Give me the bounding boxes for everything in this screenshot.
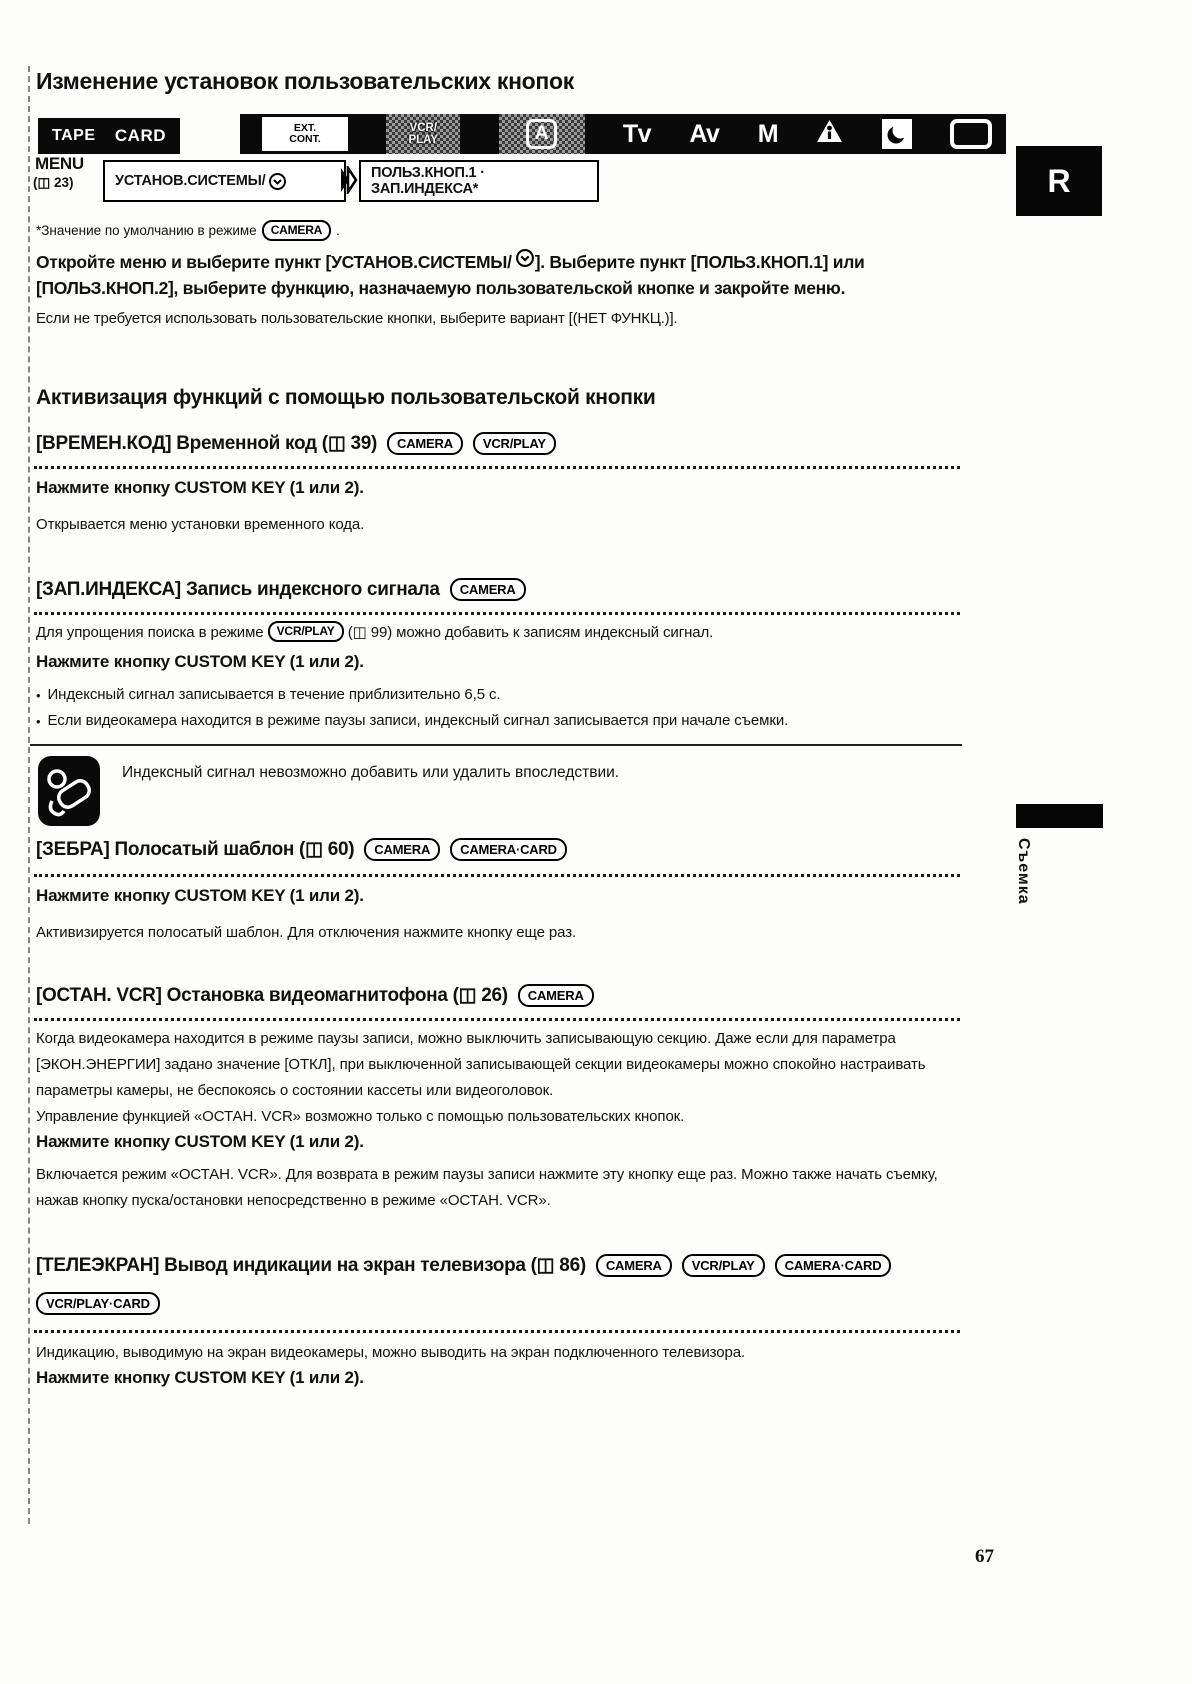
press-custom-key-line: Нажмите кнопку CUSTOM KEY (1 или 2). (36, 886, 364, 905)
camera-mode-badge: CAMERA (450, 578, 526, 601)
vcr-play-mode-badge: VCR/PLAY (268, 621, 344, 642)
page-number: 67 (975, 1546, 994, 1567)
av-mode-label: Av (689, 119, 720, 148)
section-heading-vcr-stop (36, 984, 594, 1007)
chapter-label-vertical: Съемка (1015, 838, 1032, 905)
menu-box2-text: ПОЛЬЗ.КНОП.1 · ЗАП.ИНДЕКСА* (371, 165, 485, 197)
menu-box-system-setup (103, 160, 346, 202)
body-text (36, 620, 713, 646)
dotted-separator (34, 612, 960, 615)
camera-card-mode-badge: CAMERA·CARD (450, 838, 567, 861)
night-mode-icon (882, 119, 912, 149)
default-value-footnote (36, 220, 340, 241)
body-text: Включается режим «ОСТАН. VCR». Для возврата в режим паузы записи нажмите эту кнопку еще раз. Можно также начать съемку, нажав кнопку пуска/остановки непосредственно в режиме «ОСТАН. VCR». (36, 1166, 938, 1209)
body-text: Управление функцией «ОСТАН. VCR» возможно только с помощью пользовательских кнопок. (36, 1108, 685, 1125)
heading-text: [ТЕЛЕЭКРАН] Вывод индикации на экран телевизора (◫ 86) (36, 1255, 586, 1276)
section-heading-tv-screen (36, 1254, 891, 1277)
sand-snow-mode-icon (816, 119, 843, 149)
camera-mode-badge: CAMERA (387, 432, 463, 455)
camera-mode-badge: CAMERA (262, 220, 331, 241)
tape-label: TAPE (52, 127, 96, 144)
page-title: Изменение установок пользовательских кнопок (36, 68, 574, 94)
camera-mode-badge: CAMERA (518, 984, 594, 1007)
press-custom-key-line: Нажмите кнопку CUSTOM KEY (1 или 2). (36, 1132, 364, 1151)
bullet-item (36, 712, 788, 732)
press-custom-key-line: Нажмите кнопку CUSTOM KEY (1 или 2). (36, 652, 364, 671)
instruction-part2: ]. Выберите пункт [ПОЛЬЗ.КНОП.1] или [ПОЛЬЗ.КНОП.2], выберите функцию, назначаемую пользовательской кнопке и закройте меню. (36, 252, 865, 298)
camera-mode-badge: CAMERA (596, 1254, 672, 1277)
section-title-activation: Активизация функций с помощью пользовательской кнопки (36, 386, 656, 409)
menu-box-custom-key (359, 160, 599, 202)
line-post: (◫ 99) можно добавить к записям индексный сигнал. (347, 624, 714, 641)
heading-text: [ВРЕМЕН.КОД] Временной код (◫ 39) (36, 433, 378, 454)
menu-instruction (36, 248, 942, 301)
section-heading-index (36, 578, 526, 601)
chapter-tab-bar (1016, 804, 1103, 828)
note-text: Индексный сигнал невозможно добавить или удалить впоследствии. (122, 764, 620, 781)
auto-mode-cell (499, 114, 585, 154)
vcr-play-mode-badge: VCR/PLAY (682, 1254, 765, 1277)
footnote-period: . (336, 223, 340, 238)
instruction-part1: Откройте меню и выберите пункт [УСТАНОВ.СИСТЕМЫ/ (36, 252, 512, 272)
left-margin-dashed-line (28, 66, 30, 1524)
camera-mode-badge: CAMERA (364, 838, 440, 861)
return-arrow-icon (268, 172, 287, 191)
language-tab-r: R (1016, 146, 1102, 216)
vcr-play-card-mode-badge: VCR/PLAY·CARD (36, 1292, 160, 1315)
press-custom-key-line: Нажмите кнопку CUSTOM KEY (1 или 2). (36, 478, 364, 497)
ext-cont-cell (262, 117, 348, 151)
program-mode-bar (240, 114, 1006, 154)
menu-arrow-icon (340, 166, 358, 199)
camcorder-note-icon (38, 756, 100, 826)
heading-text: [ОСТАН. VCR] Остановка видеомагнитофона (◫ 26) (36, 985, 508, 1006)
dotted-separator (34, 1018, 960, 1021)
bullet-text: Если видеокамера находится в режиме паузы записи, индексный сигнал записывается при начале съемки. (47, 712, 789, 729)
ext-cont-line2: CONT. (289, 133, 321, 145)
vcr-play-cell (386, 114, 460, 154)
camera-card-mode-badge: CAMERA·CARD (775, 1254, 892, 1277)
menu-box1-text: УСТАНОВ.СИСТЕМЫ/ (115, 173, 266, 189)
press-custom-key-line: Нажмите кнопку CUSTOM KEY (1 или 2). (36, 1368, 364, 1387)
auto-mode-icon: A (526, 119, 558, 149)
media-mode-bar (38, 118, 180, 154)
line-pre: Для упрощения поиска в режиме (36, 624, 264, 641)
vcr-play-mode-badge: VCR/PLAY (473, 432, 556, 455)
dotted-separator (34, 466, 960, 469)
tv-mode-label: Tv (622, 119, 652, 148)
body-text: Открывается меню установки временного кода. (36, 516, 365, 533)
menu-label: MENU (35, 154, 84, 173)
bullet-dot: • (36, 714, 41, 729)
ext-cont-line1: EXT. (293, 122, 317, 134)
dotted-separator (34, 874, 960, 877)
footnote-text: *Значение по умолчанию в режиме (36, 223, 257, 238)
badge-row-2 (36, 1292, 160, 1315)
manual-mode-label: M (757, 119, 779, 148)
bullet-text: Индексный сигнал записывается в течение приблизительно 6,5 с. (47, 686, 501, 703)
body-text: Индикацию, выводимую на экран видеокамеры, можно выводить на экран подключенного телевизора. (36, 1344, 746, 1361)
heading-text: [ЗАП.ИНДЕКСА] Запись индексного сигнала (36, 578, 440, 600)
bullet-item (36, 686, 501, 706)
menu-page-ref: (◫ 23) (33, 175, 74, 190)
vcr-play-line2: PLAY (408, 134, 439, 146)
easy-recording-mode-icon (950, 119, 992, 149)
section-heading-timecode (36, 432, 556, 455)
return-arrow-icon (515, 248, 535, 268)
no-function-note: Если не требуется использовать пользовательские кнопки, выберите вариант [(НЕТ ФУНКЦ.)]. (36, 310, 678, 327)
bullet-dot: • (36, 688, 41, 703)
dotted-separator (34, 1330, 960, 1333)
body-text: Когда видеокамера находится в режиме паузы записи, можно выключить записывающую секцию. Даже если для параметра [ЭКОН.ЭНЕРГИИ] задано значение [ОТКЛ], при выключенной записывающей секции видеокамеры можно спокойно настраивать параметры камеры, не беспокоясь о состоянии кассеты или видеоголовок. (36, 1030, 926, 1099)
vcr-play-line1: VCR/ (409, 122, 438, 134)
section-heading-zebra (36, 838, 567, 861)
card-label: CARD (114, 126, 166, 145)
body-text: Активизируется полосатый шаблон. Для отключения нажмите кнопку еще раз. (36, 924, 577, 941)
heading-text: [ЗЕБРА] Полосатый шаблон (◫ 60) (36, 839, 355, 860)
horizontal-rule (30, 744, 962, 746)
